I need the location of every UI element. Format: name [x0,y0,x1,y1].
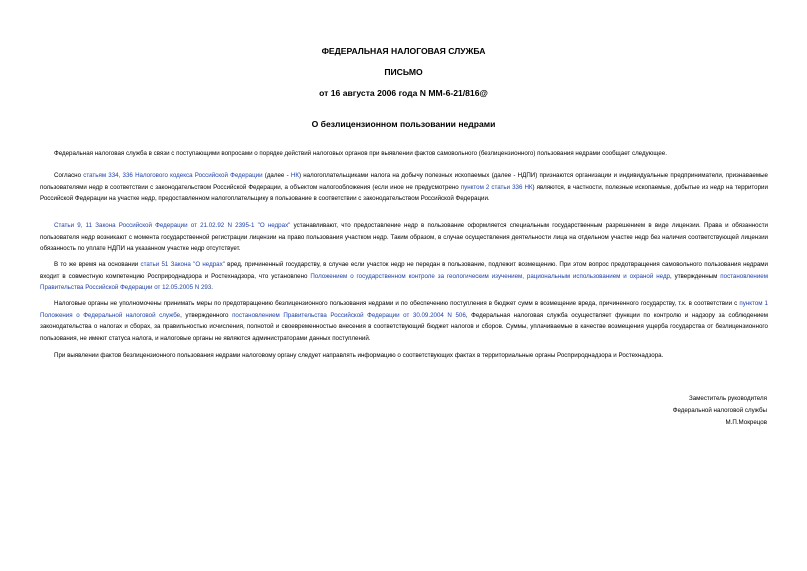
link-tax-code-articles[interactable]: статьям 334, 336 Налогового кодекса Российской Федерации [83,172,263,179]
paragraph-text: Согласно [54,172,84,179]
link-tax-code-article-336[interactable]: пунктом 2 статьи 336 НК [460,183,533,191]
paragraph-text: , Федеральная налоговая служба осуществляет функции по контролю и надзору за соблюдением законодательства о налогах и сборах, за правильностью исчисления, полнотой и своевременностью внесения в соответствующий бюджет налогов и сборов. Суммы, уплачиваемые в качестве возмещения ущерба государства от безлицензионного пользования, не имеют статуса налога, и налоговые органы не являются администраторами данных поступлений. [40,311,769,342]
paragraph-taxpayers [40,170,768,205]
signature-position: Заместитель руководителя [688,395,767,402]
link-government-resolution-293[interactable]: постановлением Правительства Российской Федерации от 12.05.2005 N 293 [40,272,768,292]
paragraph-text: Федеральная налоговая служба в связи с поступающими вопросами о порядке действий налоговых органов при выявлении фактов самовольного (безлицензионного) пользования недрами сообщает следующее. [54,150,667,157]
paragraph-text: (далее - [262,172,291,179]
link-fns-regulation[interactable]: пунктом 1 Положения о Федеральной налоговой службе [40,300,768,319]
document-subject-heading: О безлицензионном пользовании недрами [311,119,496,129]
link-subsoil-law-article-51[interactable]: статьи 51 Закона "О недрах" [140,261,225,268]
paragraph-text: Налоговые органы не уполномочены принимать меры по предотвращению безлицензионного пользования недрами и по обеспечению поступления в бюджет сумм в возмещение вреда, причиненного государству, т.к. в соответствии с [54,300,740,307]
signature-block [547,393,767,429]
paragraph-authority [40,298,768,344]
signature-name: М.П.Мокрецов [725,419,767,426]
paragraph-conclusion [40,350,768,362]
link-state-control-regulation[interactable]: Положением о государственном контроле за геологическим изучением, рациональным использованием и охраной недр [310,272,670,280]
paragraph-damage [40,259,768,294]
agency-heading: ФЕДЕРАЛЬНАЯ НАЛОГОВАЯ СЛУЖБА [321,46,486,56]
paragraph-text: При выявлении фактов безлицензионного пользования недрами налоговому органу следует направлять информацию о соответствующих фактах в территориальные органы Росприроднадзора и Ростехнадзора. [54,352,664,359]
document-date-heading: от 16 августа 2006 года N ММ-6-21/816@ [319,88,488,98]
link-government-resolution-506[interactable]: постановлением Правительства Российской Федерации от 30.09.2004 N 506 [232,311,466,319]
paragraph-intro [40,148,768,160]
document-type-heading: ПИСЬМО [384,67,423,77]
link-tax-code[interactable]: НК [290,172,299,179]
paragraph-text: , утвержденного [180,311,233,319]
paragraph-text: В то же время на основании [54,261,141,268]
paragraph-text: ) являются, в частности, полезные ископаемые, добытые из недр на территории Российской Федерации на участке недр, предоставленном налогоплательщику в пользование в соответствии с законодательством Российской Федерации. [40,183,768,203]
link-subsoil-law-articles[interactable]: Статьи 9, 11 Закона Российской Федерации от 21.02.92 N 2395-1 "О недрах" [54,222,291,229]
paragraph-licensing [40,220,768,255]
paragraph-text: , утвержденным [670,272,721,280]
signature-agency: Федеральной налоговой службы [672,407,767,414]
paragraph-text: . [211,284,214,292]
paragraph-text: устанавливают, что предоставление недр в пользование оформляется специальным государственным разрешением в виде лицензии. Права и обязанности пользователя недр возникают с момента государственной регистрации лицензии на право пользования участком недр. Таким образом, в случае осуществления деятельности лица на отдельном участке недр без наличия соответствующей лицензии обязанность по уплате НДПИ на указанном участке недр отсутствует. [40,222,768,253]
paragraph-text: вред, причиненный государству, в случае если участок недр не передан в пользование, подлежит возмещению. При этом вопрос предотвращения самовольного пользования недрами входит в совместную компетенцию Росприроднадзора и Ростехнадзора, что установлено [40,261,769,280]
paragraph-text: ) налогоплательщиками налога на добычу полезных ископаемых (далее - НДПИ) признаются организации и индивидуальные предприниматели, признаваемые пользователями недр в соответствии с законодательством Российской Федерации, а объектом налогообложения (если иное не предусмотрено [40,172,768,191]
